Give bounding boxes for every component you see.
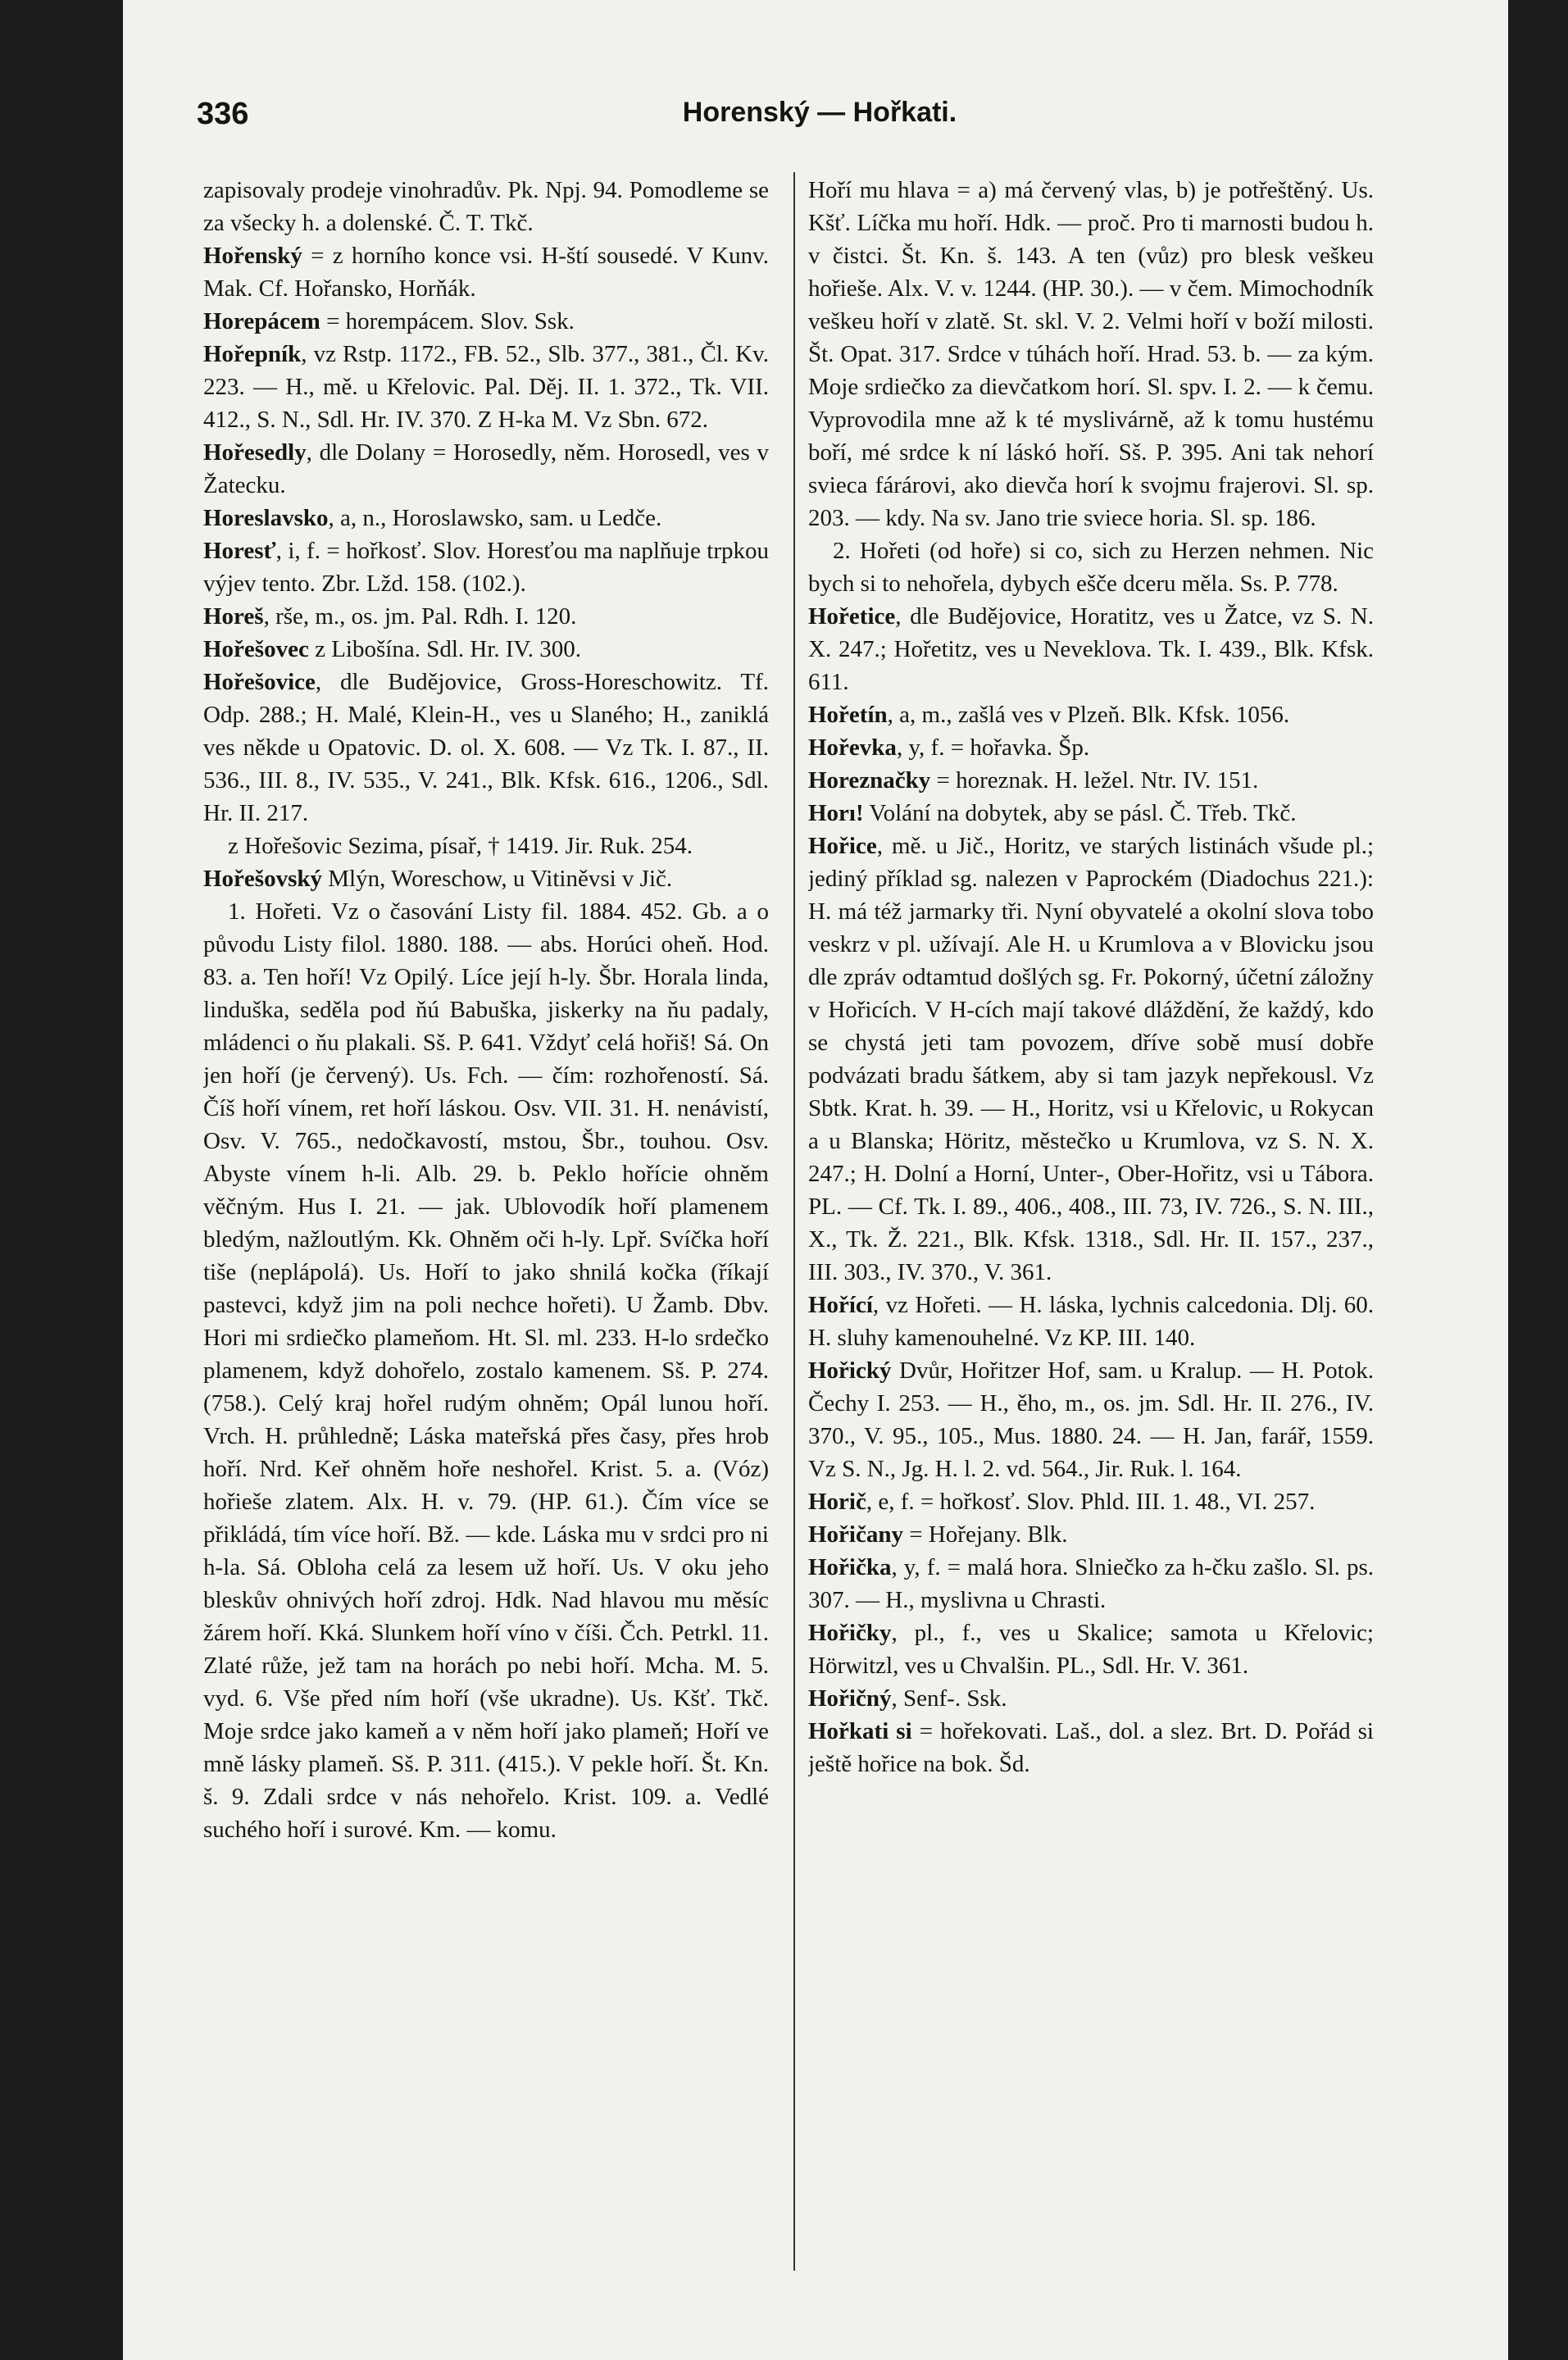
dictionary-entry — [808, 534, 1374, 600]
dictionary-entry — [808, 1715, 1374, 1780]
dictionary-entry — [808, 1354, 1374, 1485]
entry-text: , mě. u Jič., Horitz, ve starých listinách všude pl.; jediný příklad sg. nalezen v Paprockém (Diadochus 221.): H. má též jarmarky tři. Nyní obyvatelé a okolní slova tobo veskrz v pl. užívají. Ale H. u Krumlova a v Blovicku jsou dle zpráv odtamtud došlých sg. Fr. Pokorný, účetní záložny v Hořicích. V H-cích mají takové dláždění, že každý, kdo se chystá jeti tam povozem, dříve sobě musí dobře podvázati bradu šátkem, aby si tam jazyk nepřekousl. Vz Sbtk. Krat. h. 39. — H., Horitz, vsi u Křelovic, u Rokycan a u Blanska; Höritz, městečko u Krumlova, vz S. N. X. 247.; H. Dolní a Horní, Unter-, Ober-Hořitz, vsi u Tábora. PL. — Cf. Tk. I. 89., 406., 408., III. 73, IV. 726., S. N. III., X., Tk. Ž. 221., Blk. Kfsk. 1318., Sdl. Hr. II. 157., 237., III. 303., IV. 370., V. 361. — [808, 833, 1374, 1285]
dictionary-entry — [808, 174, 1374, 534]
dictionary-entry — [808, 764, 1374, 797]
dictionary-entry — [808, 731, 1374, 764]
entry-text: , dle Budějovice, Horatitz, ves u Žatce, vz S. N. X. 247.; Hořetitz, ves u Neveklova. Tk. I. 439., Blk. Kfsk. 611. — [808, 603, 1374, 695]
dictionary-entry — [808, 1518, 1374, 1551]
dictionary-entry — [203, 534, 769, 600]
entry-headword: Horeš — [203, 603, 264, 630]
entry-text: , i, f. = hořkosť. Slov. Horesťou ma naplňuje trpkou výjev tento. Zbr. Lžd. 158. (102.). — [203, 538, 769, 597]
entry-headword: Hořička — [808, 1554, 892, 1580]
entry-headword: Hořepník — [203, 341, 302, 367]
entry-text: , rše, m., os. jm. Pal. Rdh. I. 120. — [263, 603, 577, 630]
dictionary-entry — [808, 600, 1374, 698]
entry-headword: Hořešovec — [203, 636, 309, 662]
entry-text: Volání na dobytek, aby se pásl. Č. Třeb. Tkč. — [863, 800, 1297, 826]
dictionary-entry — [203, 830, 769, 862]
entry-text: z Hořešovic Sezima, písař, † 1419. Jir. Ruk. 254. — [228, 833, 693, 859]
entry-headword: Horı! — [808, 800, 864, 826]
dictionary-page — [123, 0, 1508, 2360]
entry-headword: Hořevka — [808, 734, 897, 761]
dictionary-entry — [808, 1551, 1374, 1617]
entry-text: , dle Budějovice, Gross-Horeschowitz. Tf. Odp. 288.; H. Malé, Klein-H., ves u Slaného; H., zaniklá ves někde u Opatovic. D. ol. X. 608. — Vz Tk. I. 87., II. 536., III. 8., IV. 535., V. 241., Blk. Kfsk. 616., 1206., Sdl. Hr. II. 217. — [203, 669, 769, 826]
entry-text: 2. Hořeti (od hoře) si co, sich zu Herzen nehmen. Nic bych si to nehořela, dybych ešče dceru měla. Ss. P. 778. — [808, 538, 1374, 597]
entry-text: , a, m., zašlá ves v Plzeň. Blk. Kfsk. 1056. — [887, 702, 1290, 728]
entry-text: = hořekovati. Laš., dol. a slez. Brt. D. Pořád si ještě hořice na bok. Šd. — [808, 1718, 1374, 1777]
dictionary-entry — [203, 666, 769, 830]
entry-text: zapisovaly prodeje vinohradův. Pk. Npj. 94. Pomodleme se za všecky h. a dolenské. Č. T. Tkč. — [203, 177, 769, 236]
entry-headword: Horeslavsko — [203, 505, 329, 531]
entry-headword: Horesť — [203, 538, 276, 564]
dictionary-entry — [808, 1617, 1374, 1682]
dictionary-entry — [203, 436, 769, 502]
right-column — [808, 174, 1374, 2305]
entry-text: = z horního konce vsi. H-ští sousedé. V Kunv. Mak. Cf. Hořansko, Horňák. — [203, 243, 769, 302]
entry-text: , y, f. = hořavka. Šp. — [896, 734, 1090, 761]
column-divider — [793, 172, 795, 2271]
entry-headword: Hořičany — [808, 1521, 903, 1548]
entry-text: , pl., f., ves u Skalice; samota u Křelovic; Hörwitzl, ves u Chvalšin. PL., Sdl. Hr. V. 361. — [808, 1620, 1374, 1679]
dictionary-entry — [808, 1289, 1374, 1354]
dictionary-entry — [808, 698, 1374, 731]
entry-headword: Horeznačky — [808, 767, 931, 793]
dictionary-entry — [203, 338, 769, 436]
entry-text: Mlýn, Woreschow, u Vitiněvsi v Jič. — [322, 866, 673, 892]
entry-text: z Libošína. Sdl. Hr. IV. 300. — [308, 636, 581, 662]
entry-text: , e, f. = hořkosť. Slov. Phld. III. 1. 48., VI. 257. — [866, 1489, 1316, 1515]
dictionary-entry — [203, 305, 769, 338]
dictionary-entry — [203, 600, 769, 633]
dictionary-entry — [203, 895, 769, 1846]
entry-headword: Hořesedly — [203, 439, 307, 466]
entry-text: = Hořejany. Blk. — [903, 1521, 1068, 1548]
dictionary-entry — [808, 1682, 1374, 1715]
entry-headword: Hořešovský — [203, 866, 322, 892]
dictionary-entry — [203, 633, 769, 666]
left-column — [203, 174, 769, 2305]
entry-text: , a, n., Horoslawsko, sam. u Ledče. — [328, 505, 662, 531]
dictionary-entry — [203, 862, 769, 895]
entry-text: , vz Hořeti. — H. láska, lychnis calcedonia. Dlj. 60. H. sluhy kamenouhelné. Vz KP. III. 140. — [808, 1292, 1374, 1351]
dictionary-entry — [203, 502, 769, 534]
entry-text: Dvůr, Hořitzer Hof, sam. u Kralup. — H. Potok. Čechy I. 253. — H., ěho, m., os. jm. Sdl. Hr. II. 276., IV. 370., V. 95., 105., Mus. 1880. 24. — H. Jan, farář, 1559. Vz S. N., Jg. H. l. 2. vd. 564., Jir. Ruk. l. 164. — [808, 1357, 1374, 1482]
dictionary-entry — [203, 174, 769, 239]
entry-headword: Hořešovice — [203, 669, 316, 695]
entry-text: , vz Rstp. 1172., FB. 52., Slb. 377., 381., Čl. Kv. 223. — H., mě. u Křelovic. Pal. Děj. II. 1. 372., Tk. VII. 412., S. N., Sdl. Hr. IV. 370. Z H-ka M. Vz Sbn. 672. — [203, 341, 769, 433]
page-number: 336 — [197, 97, 249, 131]
entry-text: = horeznak. H. ležel. Ntr. IV. 151. — [930, 767, 1259, 793]
entry-headword: Horepácem — [203, 308, 320, 334]
entry-text: 1. Hořeti. Vz o časování Listy fil. 1884. 452. Gb. a o původu Listy filol. 1880. 188. — abs. Horúci oheň. Hod. 83. a. Ten hoří! Vz Opilý. Líce její h-ly. Šbr. Horala linda, linduška, seděla pod ňú Babuška, jiskerky na ňu padaly, mládenci o ňu plakali. Sš. P. 641. Vždyť celá hořiš! Sá. On jen hoří (je červený). Us. Fch. — čím: rozhořeností. Sá. Číš hoří vínem, ret hoří láskou. Osv. VII. 31. H. nenávistí, Osv. V. 765., nedočkavostí, mstou, Šbr., touhou. Osv. Abyste vínem h-li. Alb. 29. b. Peklo hořície ohněm věčným. Hus I. 21. — jak. Ublovodík hoří plamenem bledým, nažloutlým. Kk. Ohněm oči h-ly. Lpř. Svíčka hoří tiše (neplápolá). Us. Hoří to jako shnilá kočka (říkají pastevci, když jim na poli nechce hořeti). U Žamb. Dbv. Hori mi srdiečko plameňom. Ht. Sl. ml. 233. H-lo srdečko plamenem, když dohořelo, zostalo kamenem. Sš. P. 274. (758.). Celý kraj hořel rudým ohněm; Opál lunou hoří. Vrch. H. průhledně; Láska mateřská přes časy, přes hrob hoří. Nrd. Keř ohněm hoře neshořel. Krist. 5. a. (Vóz) hořieše zlatem. Alx. H. v. 79. (HP. 61.). Čím více se přikládá, tím více hoří. Bž. — kde. Láska mu v srdci pro ni h-la. Sá. Obloha celá za lesem už hoří. Us. V oku jeho bleskův ohnivých hoří zdroj. Hdk. Nad hlavou mu měsíc žárem hoří. Kká. Slunkem hoří víno v číši. Čch. Petrkl. 11. Zlaté růže, jež tam na horách po nebi hoří. Mcha. M. 5. vyd. 6. Vše před ním hoří (vše ukradne). Us. Kšť. Tkč. Moje srdce jako kameň a v něm hoří jako plameň; Hoří ve mně lásky plameň. Sš. P. 311. (415.). V pekle hoří. Št. Kn. š. 9. Zdali srdce v nás nehořelo. Krist. 109. a. Vedlé suchého hoří i surové. Km. — komu. — [203, 898, 769, 1843]
entry-text: Hoří mu hlava = a) má červený vlas, b) je potřeštěný. Us. Kšť. Líčka mu hoří. Hdk. — proč. Pro ti marnosti budou h. v čistci. Št. Kn. š. 143. A ten (vůz) pro blesk veškeu hořieše. Alx. V. v. 1244. (HP. 30.). — v čem. Mimochodník veškeu hoří v zlatě. St. skl. V. 2. Velmi hoří v boží milosti. Št. Opat. 317. Srdce v túhách hoří. Hrad. 53. b. — za kým. Moje srdiečko za dievčatkom horí. Sl. spv. I. 2. — k čemu. Vyprovodila mne až k té myslivárně, až k tomu hustému boří, mé srdce k ní láskó hoří. Sš. P. 395. Ani tak nehorí svieca fárárovi, ako dievča horí k svojmu frajerovi. Sl. sp. 203. — kdy. Na sv. Jano trie sviece horia. Sl. sp. 186. — [808, 177, 1374, 531]
dictionary-entry — [808, 1485, 1374, 1518]
entry-headword: Hořkati si — [808, 1718, 912, 1744]
entry-headword: Hořící — [808, 1292, 873, 1318]
entry-headword: Hořetice — [808, 603, 896, 630]
running-head: Horenský — Hořkati. — [682, 97, 957, 128]
dictionary-entry — [808, 797, 1374, 830]
entry-text: = horempácem. Slov. Ssk. — [320, 308, 575, 334]
entry-text: , dle Dolany = Horosedly, něm. Horosedl, ves v Žatecku. — [203, 439, 769, 498]
dictionary-entry — [203, 239, 769, 305]
entry-headword: Horič — [808, 1489, 866, 1515]
entry-text: , y, f. = malá hora. Slniečko za h-čku zašlo. Sl. ps. 307. — H., myslivna u Chrasti. — [808, 1554, 1374, 1613]
entry-headword: Hořický — [808, 1357, 892, 1384]
dictionary-entry — [808, 830, 1374, 1289]
page-header — [197, 97, 1443, 146]
entry-headword: Hořice — [808, 833, 877, 859]
entry-headword: Hořičný — [808, 1685, 892, 1712]
entry-headword: Hořetín — [808, 702, 888, 728]
entry-headword: Hořičky — [808, 1620, 892, 1646]
entry-text: , Senf-. Ssk. — [891, 1685, 1007, 1712]
entry-headword: Hořenský — [203, 243, 302, 269]
